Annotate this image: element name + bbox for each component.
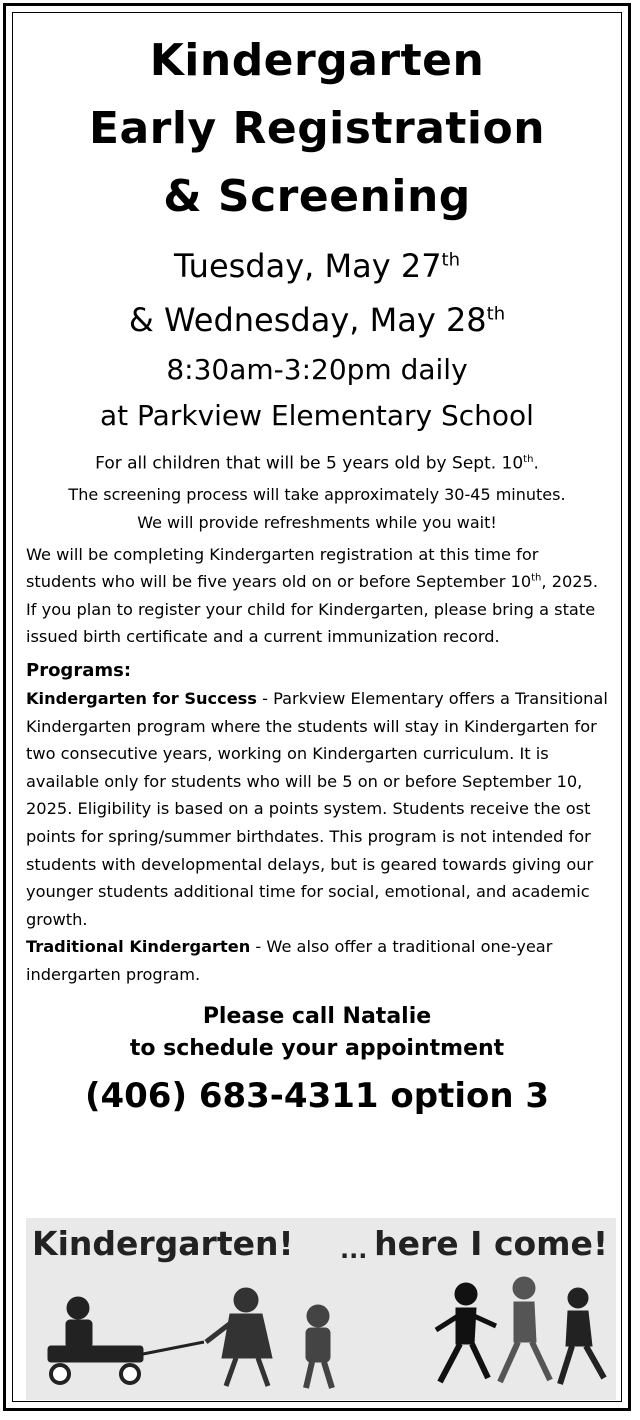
event-dates [13,239,621,347]
program-item [13,685,621,933]
title-line-2: Early Registration [88,103,546,154]
date-1-suffix: th [441,249,461,271]
kindergarten-illustration [26,1218,616,1400]
program-description: - Parkview Elementary offers a Transitional Kindergarten program where the students will stay in Kindergarten for two consecutive years, working on Kindergarten curriculum. It is available only for students who will be 5 on or before September 10, 2025. Eligibility is based on a points system. Students receive the ost points for spring/summer birthdates. This program is not intended for students with developmental delays, but is geared towards giving our younger students additional time for social, emotional, and academic growth. [26,689,608,929]
title-line-1: Kindergarten [149,35,485,86]
event-location: at Parkview Elementary School [100,399,534,432]
screening-note [13,481,621,537]
eligibility-suffix: th [523,454,534,465]
intro-part-2: , 2025. If you plan to register your child for Kindergarten, please bring a state issued birth certificate and a current immunization record. [26,572,599,647]
date-line-2 [13,293,621,347]
event-time: 8:30am-3:20pm daily [166,353,468,386]
flyer-inner-border [12,12,622,1402]
picture-caption-right: here I come! [374,1224,608,1263]
program-name: Traditional Kindergarten [26,937,251,957]
call-line-1: Please call Natalie [202,1003,432,1029]
eligibility-text: For all children that will be 5 years old by Sept. 10 [95,453,524,474]
screening-line-2: We will provide refreshments while you wait! [137,512,497,532]
intro-paragraph [13,541,621,651]
flyer-title [13,27,621,231]
program-name: Kindergarten for Success [26,689,257,709]
flyer-frame [3,3,631,1411]
eligibility-end: . [533,453,539,474]
children-figures-icon [26,1218,616,1400]
program-description: - We also offer a traditional one-year indergarten program. [26,937,553,984]
intro-part-1: We will be completing Kindergarten registration at this time for students who will be five years old on or before September 10 [26,544,539,592]
call-to-action [13,1001,621,1065]
eligibility-note [13,445,621,479]
date-2-suffix: th [486,303,506,325]
date-2-text: & Wednesday, May 28 [128,301,487,339]
program-item [13,933,621,988]
picture-caption-left: Kindergarten! [32,1224,294,1263]
programs-heading: Programs: [26,660,132,682]
call-line-2: to schedule your appointment [129,1035,505,1061]
picture-caption-dots: ... [340,1236,368,1264]
date-line-1 [13,239,621,293]
phone-number: (406) 683-4311 option 3 [84,1075,550,1116]
screening-line-1: The screening process will take approximately 30-45 minutes. [68,484,566,504]
title-line-3: & Screening [163,171,471,222]
date-1-text: Tuesday, May 27 [173,247,442,285]
intro-suffix: th [531,572,542,584]
